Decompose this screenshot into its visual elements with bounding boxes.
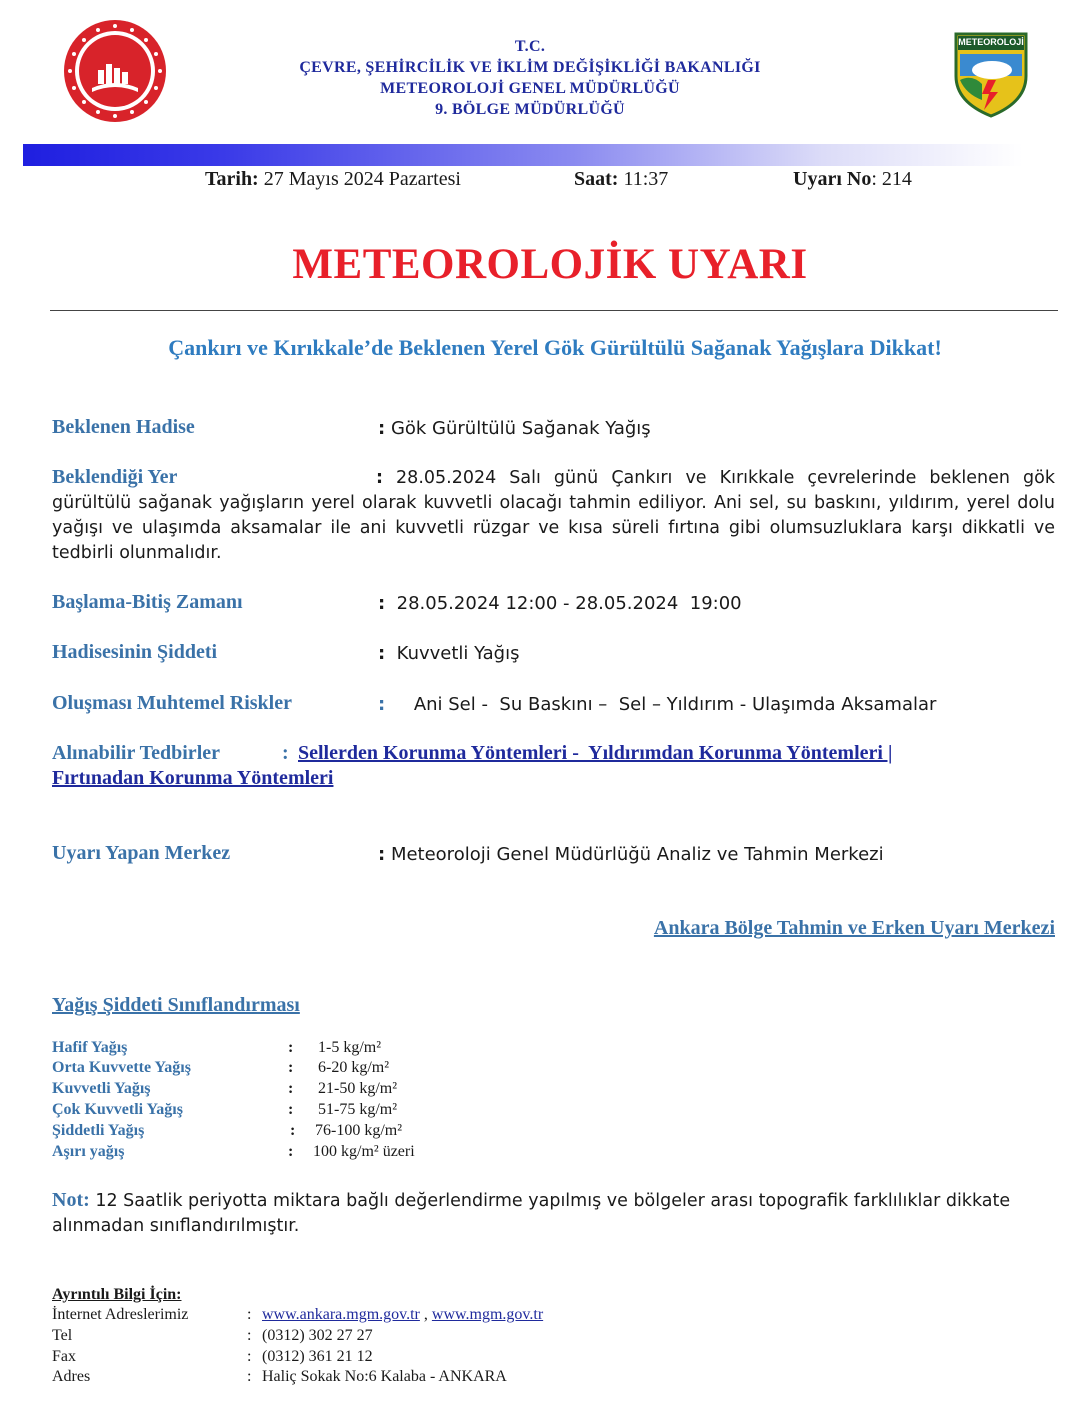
measures-label: Alınabilir Tedbirler	[52, 742, 220, 764]
classification-value: 51-75 kg/m²	[318, 1101, 398, 1118]
agency-header	[230, 36, 830, 120]
fax-label: Fax	[52, 1348, 76, 1365]
time-value: 11:37	[623, 168, 669, 190]
classification-colon: :	[288, 1080, 294, 1097]
risks-value: Ani Sel - Su Baskını – Sel – Yıldırım - Ulaşımda Aksamalar	[413, 694, 937, 715]
header-line-tc: T.C.	[514, 38, 546, 55]
time-label: Saat:	[574, 168, 619, 190]
tel-colon: :	[247, 1327, 252, 1344]
expected-place-paragraph: : 28.05.2024 Salı günü Çankırı ve Kırıkkale çevrelerinde beklenen gök gürültülü sağanak yağışların yerel olarak kuvvetli olacağı tahmin ediliyor. Ani sel, su baskını, yıldırım, yerel dolu yağışı ve ulaşımda aksamalar ile ani kuvvetli rüzgar ve kısa süreli fırtına gibi olumsuzluklara karşı dikkatli ve tedbirli olunmalıdır.	[52, 468, 1055, 563]
ankara-site-link[interactable]: www.ankara.mgm.gov.tr	[262, 1306, 420, 1323]
tel-value: (0312) 302 27 27	[262, 1327, 373, 1344]
classification-title: Yağış Şiddeti Sınıflandırması	[52, 994, 300, 1016]
title-divider	[50, 310, 1058, 311]
time-range-value-row: : 28.05.2024 12:00 - 28.05.2024 19:00	[378, 593, 742, 614]
expected-event-value-row: : Gök Gürültülü Sağanak Yağış	[378, 418, 651, 439]
address-value: Haliç Sokak No:6 Kalaba - ANKARA	[262, 1368, 507, 1385]
classification-colon: :	[288, 1039, 294, 1056]
classification-label: Kuvvetli Yağış	[52, 1080, 151, 1097]
time-range-label: Başlama-Bitiş Zamanı	[52, 591, 243, 613]
address-label: Adres	[52, 1368, 91, 1385]
meteorology-shield-logo	[952, 30, 1030, 118]
contact-title: Ayrıntılı Bilgi İçin:	[52, 1286, 182, 1303]
internet-label: İnternet Adreslerimiz	[52, 1306, 189, 1323]
warning-number-label: Uyarı No	[793, 168, 872, 190]
date-value: 27 Mayıs 2024 Pazartesi	[263, 168, 461, 190]
meteorology-logo-text: METEOROLOJİ	[958, 37, 1024, 47]
url-separator: ,	[419, 1306, 432, 1323]
note-text: 12 Saatlik periyotta miktara bağlı değerlendirme yapılmış ve bölgeler arası topografik farklılıklar dikkate alınmadan sınıflandırılmıştır.	[52, 1191, 1011, 1236]
classification-colon: :	[288, 1143, 294, 1160]
fax-value: (0312) 361 21 12	[262, 1348, 373, 1365]
warning-number-value: : 214	[871, 168, 912, 190]
classification-colon: :	[288, 1059, 294, 1076]
classification-colon: :	[290, 1122, 296, 1139]
measures-link-flood-lightning[interactable]: Sellerden Korunma Yöntemleri - Yıldırımdan Korunma Yöntemleri |	[298, 742, 893, 764]
fax-colon: :	[247, 1348, 252, 1365]
issuing-center-value: Meteoroloji Genel Müdürlüğü Analiz ve Tahmin Merkezi	[390, 844, 884, 865]
address-colon: :	[247, 1368, 252, 1385]
internet-links	[262, 1306, 543, 1324]
expected-place-label: Beklendiği Yer	[52, 466, 178, 488]
classification-value: 21-50 kg/m²	[318, 1080, 398, 1097]
time-range-value: 28.05.2024 12:00 - 28.05.2024 19:00	[396, 593, 742, 614]
expected-event-label: Beklenen Hadise	[52, 416, 195, 438]
classification-note	[52, 1188, 1052, 1239]
risks-label: Oluşması Muhtemel Riskler	[52, 692, 292, 714]
classification-value: 1-5 kg/m²	[318, 1039, 382, 1056]
measures-colon: :	[282, 742, 289, 764]
classification-label: Hafif Yağış	[52, 1039, 128, 1056]
expected-event-value: Gök Gürültülü Sağanak Yağış	[390, 418, 651, 439]
expected-place-value: 28.05.2024 Salı günü Çankırı ve Kırıkkale çevrelerinde beklenen gök gürültülü sağanak yağışların yerel olarak kuvvetli olacağı tahmin ediliyor. Ani sel, su baskını, yıldırım, yerel dolu yağışı ve ulaşımda aksamalar ile ani kuvvetli rüzgar ve kısa süreli fırtına gibi olumsuzluklara karşı dikkatli ve tedbirli olunmalıdır.	[52, 468, 1055, 563]
tel-label: Tel	[52, 1327, 73, 1344]
date-field	[205, 168, 461, 191]
classification-colon: :	[288, 1101, 294, 1118]
header-gradient-bar	[23, 144, 1023, 166]
measures-link-storm[interactable]: Fırtınadan Korunma Yöntemleri	[52, 767, 334, 789]
classification-value: 100 kg/m² üzeri	[313, 1143, 415, 1160]
issuing-center-label: Uyarı Yapan Merkez	[52, 842, 231, 864]
warning-headline: Çankırı ve Kırıkkale’de Beklenen Yerel Gök Gürültülü Sağanak Yağışlara Dikkat!	[168, 335, 942, 360]
classification-label: Orta Kuvvette Yağış	[52, 1059, 191, 1076]
header-line-region: 9. BÖLGE MÜDÜRLÜĞÜ	[435, 101, 625, 118]
header-line-ministry: ÇEVRE, ŞEHİRCİLİK VE İKLİM DEĞİŞİKLİĞİ BAKANLIĞI	[299, 59, 761, 76]
page-title: METEOROLOJİK UYARI	[292, 241, 808, 288]
severity-value-row: : Kuvvetli Yağış	[378, 643, 520, 664]
severity-label: Hadisesinin Şiddeti	[52, 641, 218, 663]
header-line-directorate: METEOROLOJİ GENEL MÜDÜRLÜĞÜ	[380, 80, 680, 97]
classification-value: 6-20 kg/m²	[318, 1059, 390, 1076]
classification-label: Aşırı yağış	[52, 1143, 125, 1160]
mgm-site-link[interactable]: www.mgm.gov.tr	[431, 1306, 544, 1323]
classification-label: Çok Kuvvetli Yağış	[52, 1101, 183, 1118]
warning-number-field	[793, 168, 912, 191]
time-field	[574, 168, 668, 191]
internet-colon: :	[247, 1306, 252, 1323]
classification-value: 76-100 kg/m²	[315, 1122, 403, 1139]
note-label: Not:	[52, 1189, 90, 1211]
regional-center-link[interactable]: Ankara Bölge Tahmin ve Erken Uyarı Merkezi	[653, 917, 1055, 939]
ministry-seal-logo	[62, 18, 168, 124]
date-label: Tarih:	[205, 168, 259, 190]
severity-value: Kuvvetli Yağış	[396, 643, 520, 664]
risks-value-row: : Ani Sel - Su Baskını – Sel – Yıldırım - Ulaşımda Aksamalar	[378, 694, 937, 715]
issuing-center-value-row: : Meteoroloji Genel Müdürlüğü Analiz ve Tahmin Merkezi	[378, 844, 884, 865]
classification-label: Şiddetli Yağış	[52, 1122, 145, 1139]
